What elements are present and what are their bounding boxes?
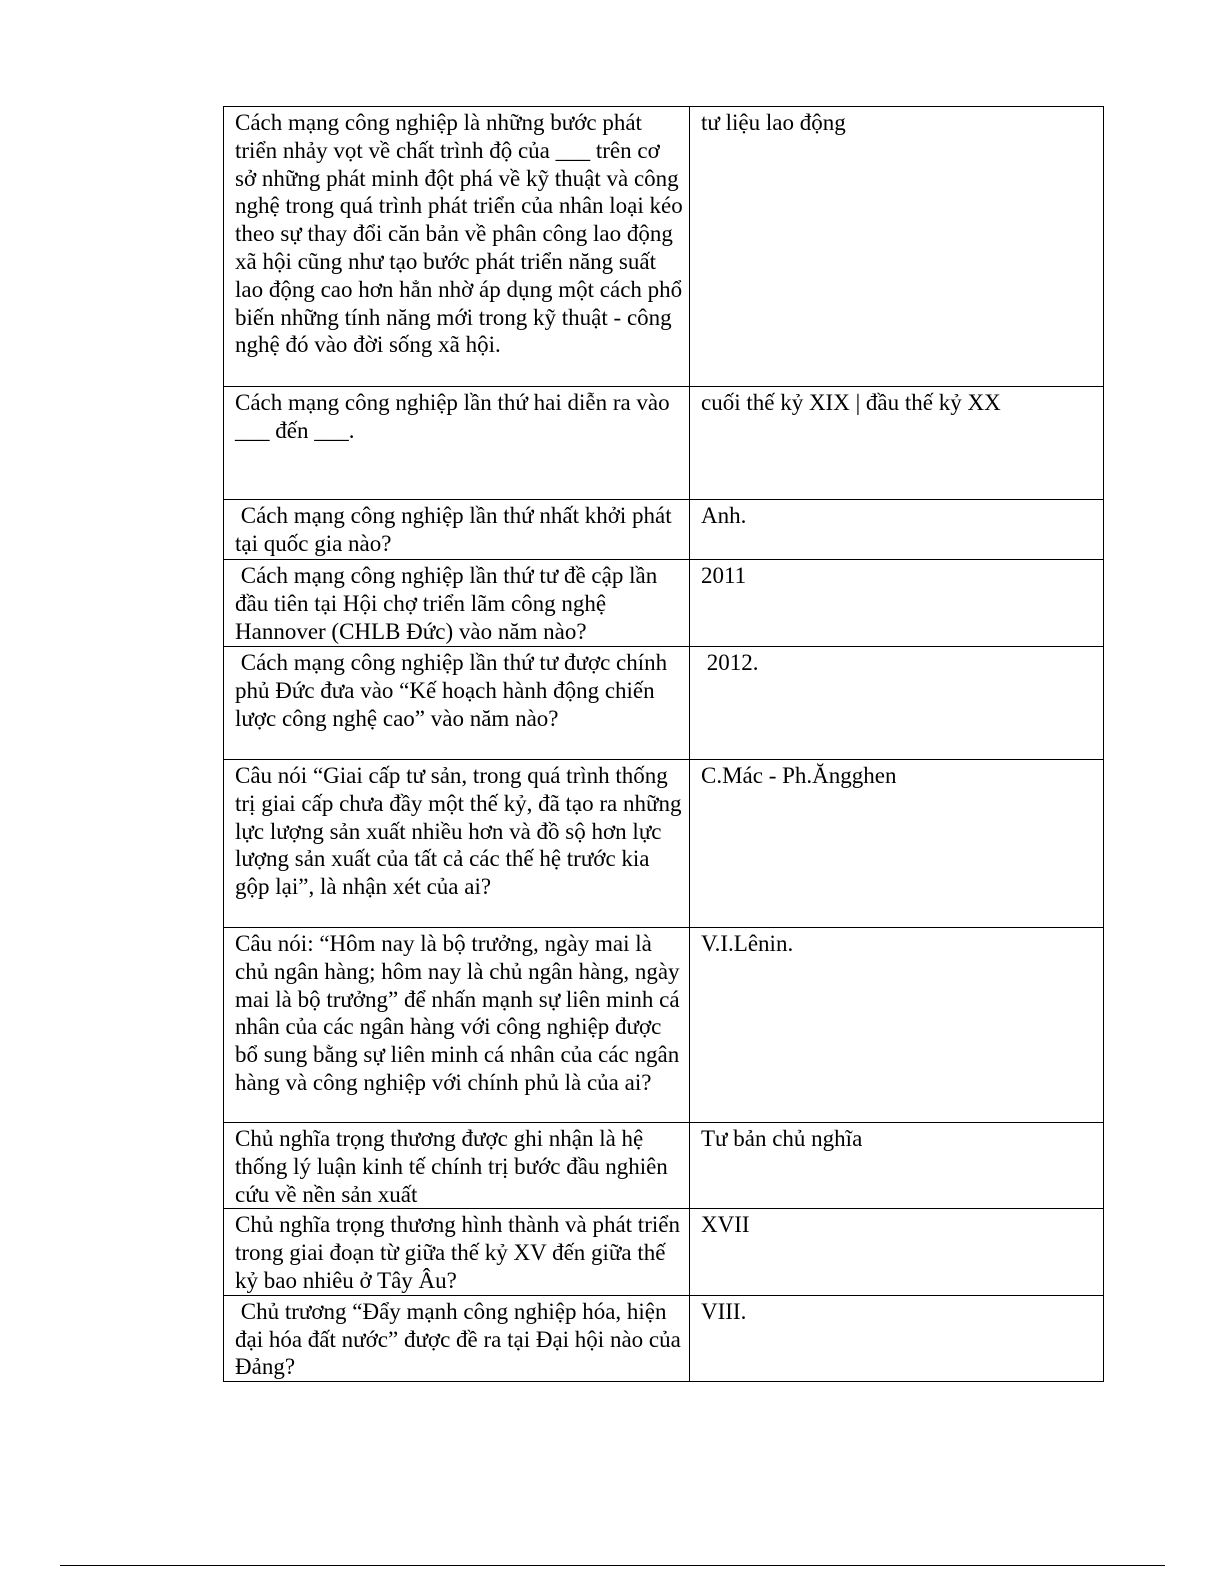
question-answer-table <box>223 106 1104 1382</box>
answer-cell: C.Mác - Ph.Ăngghen <box>690 760 1104 928</box>
answer-cell: XVII <box>690 1209 1104 1295</box>
answer-cell: cuối thế kỷ XIX | đầu thế kỷ XX <box>690 387 1104 500</box>
question-cell: Cách mạng công nghiệp lần thứ tư được chính phủ Đức đưa vào “Kế hoạch hành động chiến lược công nghệ cao” vào năm nào? <box>224 647 690 760</box>
question-cell: Câu nói: “Hôm nay là bộ trưởng, ngày mai là chủ ngân hàng; hôm nay là chủ ngân hàng, ngày mai là bộ trưởng” để nhấn mạnh sự liên minh cá nhân của các ngân hàng với công nghiệp được bổ sung bằng sự liên minh cá nhân của các ngân hàng và công nghiệp với chính phủ là của ai? <box>224 928 690 1123</box>
answer-cell: 2011 <box>690 560 1104 647</box>
question-cell: Cách mạng công nghiệp là những bước phát triển nhảy vọt về chất trình độ của ___ trên cơ sở những phát minh đột phá về kỹ thuật và công nghệ trong quá trình phát triển của nhân loại kéo theo sự thay đổi căn bản về phân công lao động xã hội cũng như tạo bước phát triển năng suất lao động cao hơn hẳn nhờ áp dụng một cách phổ biến những tính năng mới trong kỹ thuật - công nghệ đó vào đời sống xã hội. <box>224 107 690 387</box>
question-cell: Câu nói “Giai cấp tư sản, trong quá trình thống trị giai cấp chưa đầy một thế kỷ, đã tạo ra những lực lượng sản xuất nhiều hơn và đồ sộ hơn lực lượng sản xuất của tất cả các thế hệ trước kia gộp lại”, là nhận xét của ai? <box>224 760 690 928</box>
answer-cell: tư liệu lao động <box>690 107 1104 387</box>
table-row <box>224 107 1104 387</box>
table-row <box>224 1209 1104 1295</box>
question-cell: Cách mạng công nghiệp lần thứ hai diễn ra vào ___ đến ___. <box>224 387 690 500</box>
question-cell: Chủ nghĩa trọng thương hình thành và phát triển trong giai đoạn từ giữa thế kỷ XV đến giữa thế kỷ bao nhiêu ở Tây Âu? <box>224 1209 690 1295</box>
answer-cell: VIII. <box>690 1295 1104 1381</box>
question-cell: Cách mạng công nghiệp lần thứ nhất khởi phát tại quốc gia nào? <box>224 500 690 560</box>
table-row <box>224 647 1104 760</box>
question-cell: Chủ nghĩa trọng thương được ghi nhận là hệ thống lý luận kinh tế chính trị bước đầu nghiên cứu về nền sản xuất <box>224 1123 690 1209</box>
table-row <box>224 760 1104 928</box>
answer-cell: 2012. <box>690 647 1104 760</box>
table-row <box>224 1123 1104 1209</box>
table-row <box>224 928 1104 1123</box>
answer-cell: Anh. <box>690 500 1104 560</box>
table-row <box>224 387 1104 500</box>
question-cell: Cách mạng công nghiệp lần thứ tư đề cập lần đầu tiên tại Hội chợ triển lãm công nghệ Hannover (CHLB Đức) vào năm nào? <box>224 560 690 647</box>
table-row <box>224 560 1104 647</box>
table-row <box>224 1295 1104 1381</box>
question-cell: Chủ trương “Đẩy mạnh công nghiệp hóa, hiện đại hóa đất nước” được đề ra tại Đại hội nào của Đảng? <box>224 1295 690 1381</box>
answer-cell: Tư bản chủ nghĩa <box>690 1123 1104 1209</box>
answer-cell: V.I.Lênin. <box>690 928 1104 1123</box>
table-row <box>224 500 1104 560</box>
page-bottom-rule <box>60 1565 1165 1566</box>
